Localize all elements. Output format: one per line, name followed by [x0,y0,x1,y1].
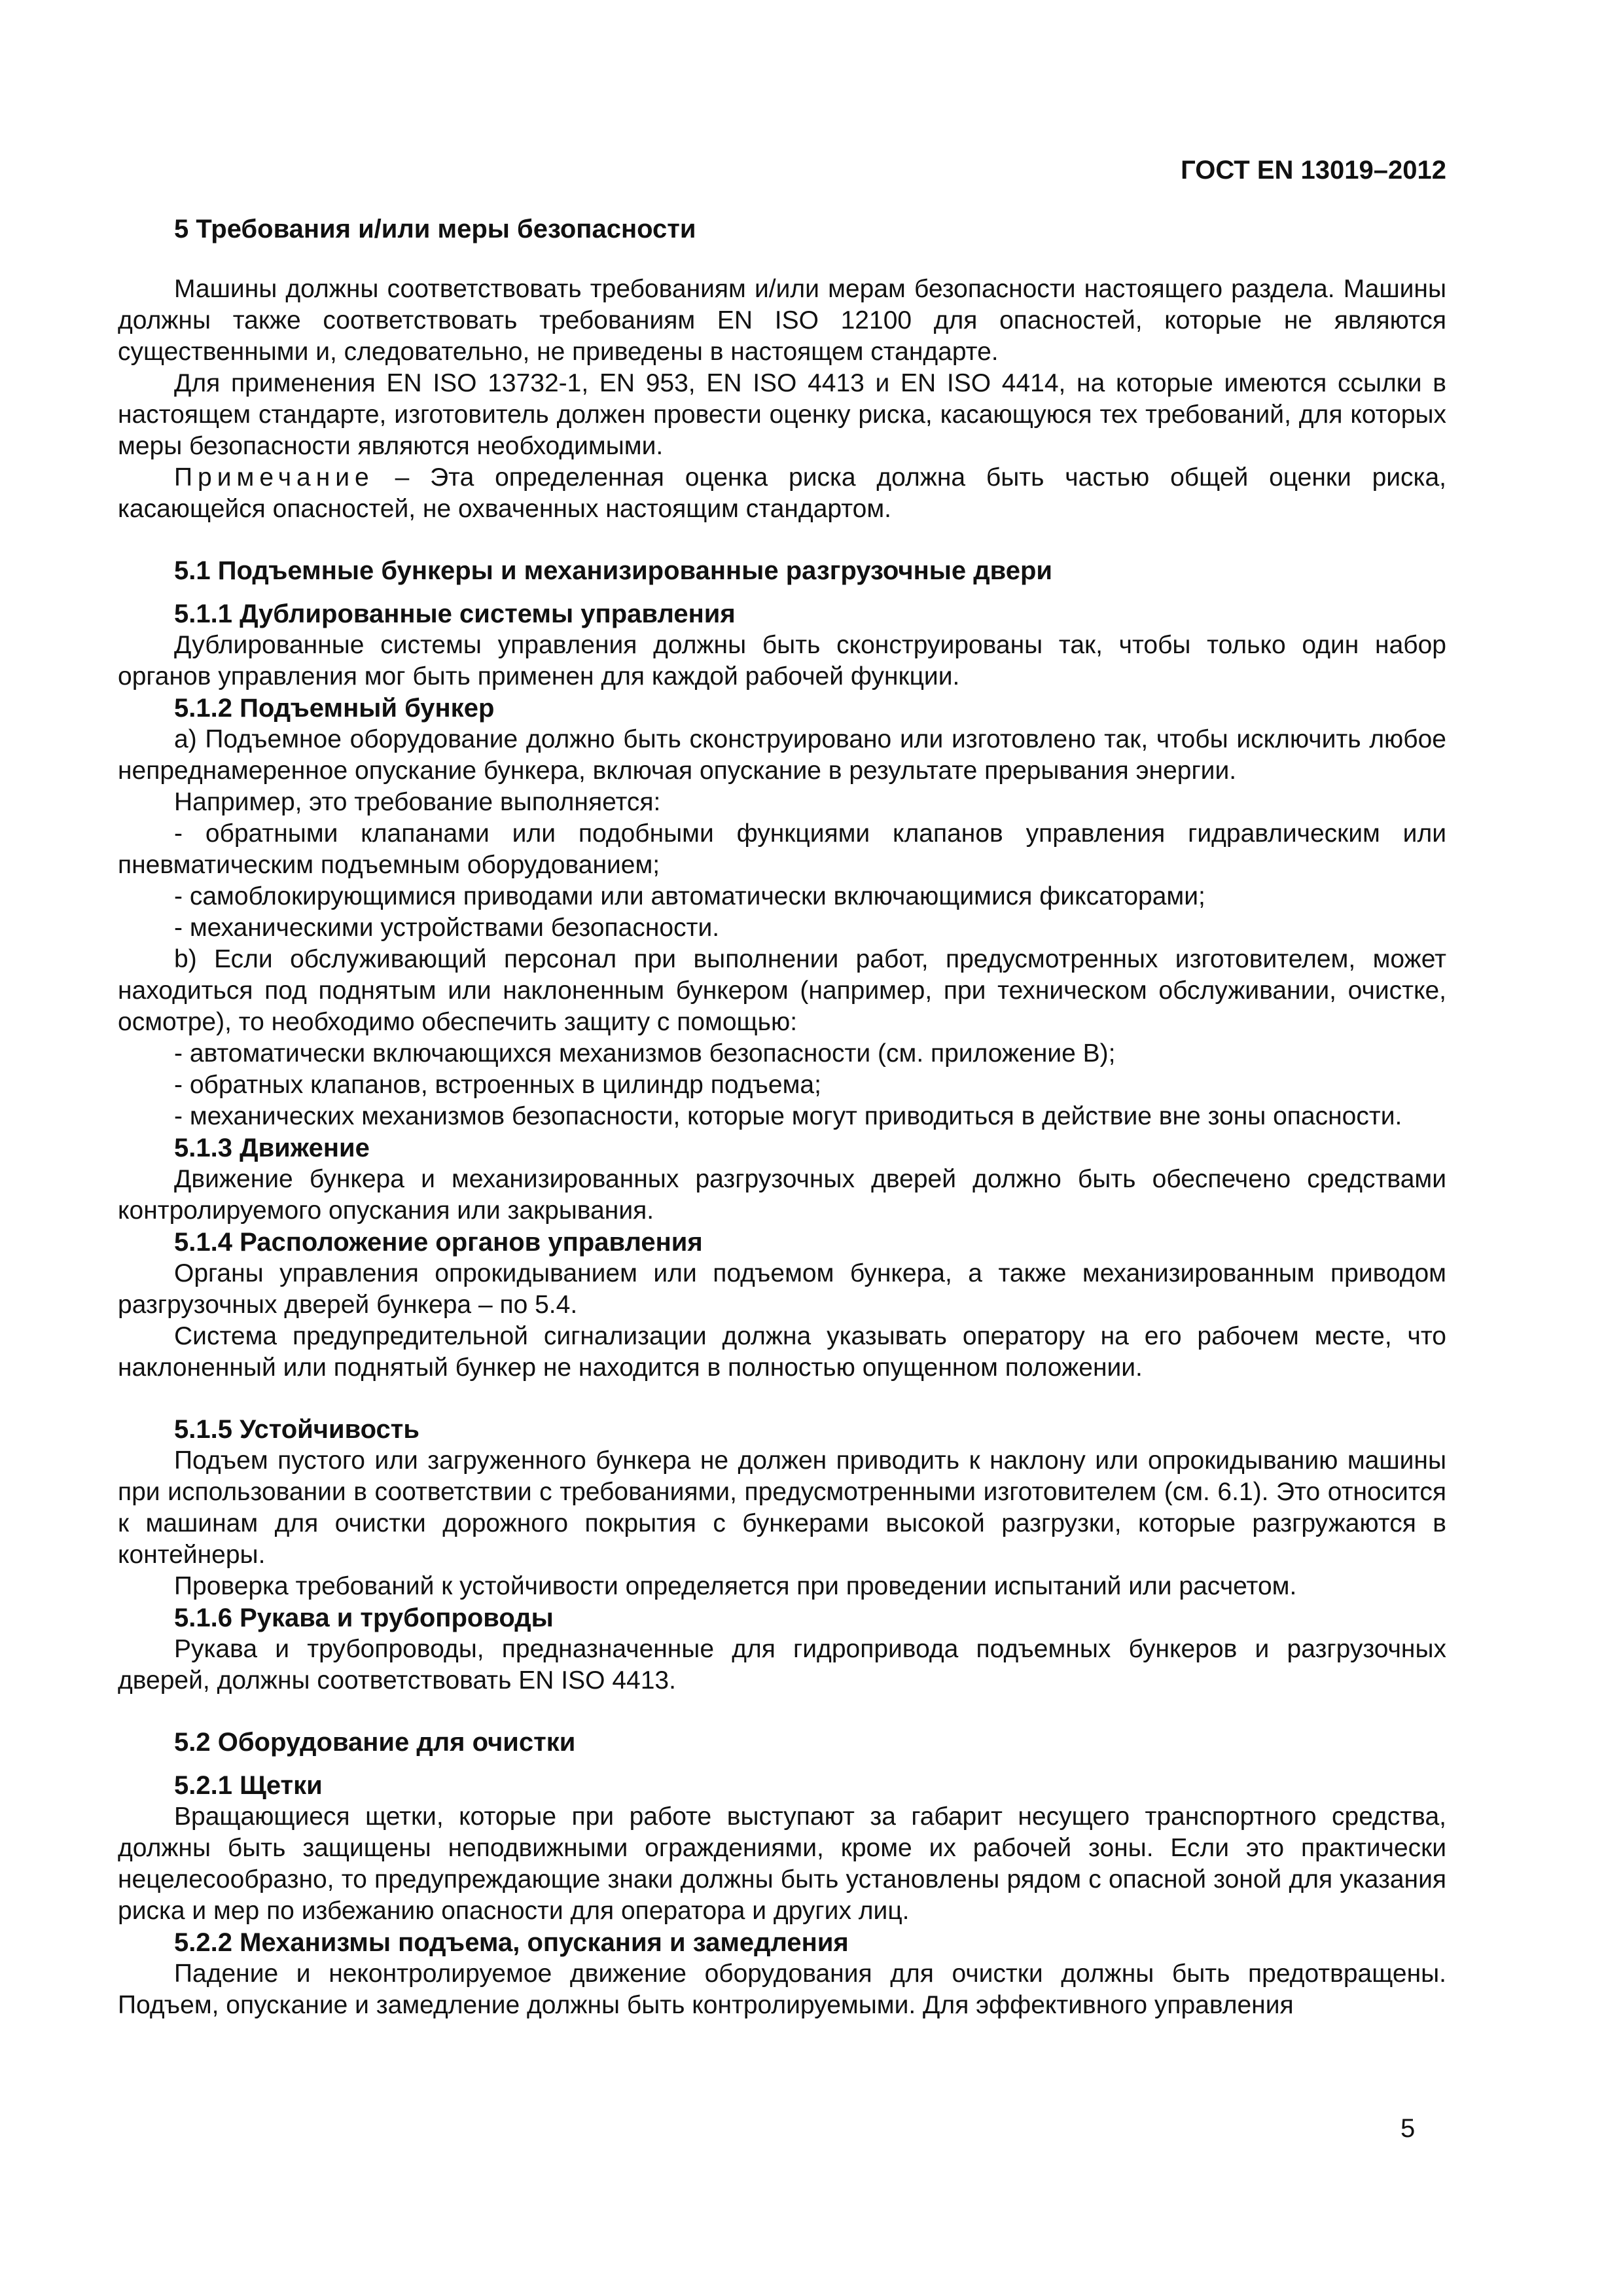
note [118,462,1446,525]
list-item: - обратными клапанами или подобными функциями клапанов управления гидравлическим или пневматическим подъемным оборудованием; [118,819,1446,879]
note-text: – Эта определенная оценка риска должна быть частью общей оценки риска, касающейся опасностей, не охваченных настоящим стандартом. [118,463,1446,523]
paragraph: Органы управления опрокидыванием или подъемом бункера, а также механизированным приводом разгрузочных дверей бункера – по 5.4. [118,1259,1446,1319]
section-5-1-5-heading: 5.1.5 Устойчивость [174,1415,419,1444]
list-item: - механических механизмов безопасности, которые могут приводиться в действие вне зоны опасности. [174,1102,1402,1130]
section-5-2-1-heading: 5.2.1 Щетки [174,1771,323,1800]
page-number: 5 [1400,2114,1416,2143]
section-5-1-3-heading: 5.1.3 Движение [174,1134,370,1162]
note-label: Примечание [174,463,374,492]
list-item: - автоматически включающихся механизмов безопасности (см. приложение В); [174,1039,1116,1067]
paragraph: Дублированные системы управления должны быть сконструированы так, чтобы только один набор органов управления мог быть применен для каждой рабочей функции. [118,631,1446,691]
paragraph: Система предупредительной сигнализации должна указывать оператору на его рабочем месте, что наклоненный или поднятый бункер не находится в полностью опущенном положении. [118,1322,1446,1382]
paragraph: Машины должны соответствовать требованиям и/или мерам безопасности настоящего раздела. Машины должны также соответствовать требованиям EN ISO 12100 для опасностей, которые не являются существенными и, следовательно, не приведены в настоящем стандарте. [118,275,1446,366]
page-body [118,151,1446,2021]
list-item: - механическими устройствами безопасности. [174,914,720,942]
section-5-2-heading: 5.2 Оборудование для очистки [174,1728,576,1757]
paragraph: Вращающиеся щетки, которые при работе выступают за габарит несущего транспортного средства, должны быть защищены неподвижными ограждениями, кроме их рабочей зоны. Если это практически нецелесообразно, то предупреждающие знаки должны быть установлены рядом с опасной зоной для указания риска и мер по избежанию опасности для оператора и других лиц. [118,1803,1446,1925]
list-item: - самоблокирующимися приводами или автоматически включающимися фиксаторами; [174,882,1205,910]
paragraph: Проверка требований к устойчивости определяется при проведении испытаний или расчетом. [174,1572,1297,1600]
paragraph: Для применения EN ISO 13732-1, EN 953, EN ISO 4413 и EN ISO 4414, на которые имеются ссылки в настоящем стандарте, изготовитель должен провести оценку риска, касающуюся тех требований, для которых меры безопасности являются необходимыми. [118,369,1446,460]
section-5-heading: 5 Требования и/или меры безопасности [174,215,696,243]
document-code: ГОСТ EN 13019–2012 [1181,156,1446,185]
section-5-1-4-heading: 5.1.4 Расположение органов управления [174,1228,703,1257]
section-5-1-6-heading: 5.1.6 Рукава и трубопроводы [174,1604,554,1632]
section-5-1-heading: 5.1 Подъемные бункеры и механизированные разгрузочные двери [174,556,1052,585]
paragraph: a) Подъемное оборудование должно быть сконструировано или изготовлено так, чтобы исключить любое непреднамеренное опускание бункера, включая опускание в результате прерывания энергии. [118,725,1446,785]
paragraph: Например, это требование выполняется: [174,788,661,816]
paragraph: Подъем пустого или загруженного бункера не должен приводить к наклону или опрокидыванию машины при использовании в соответствии с требованиями, предусмотренными изготовителем (см. 6.1). Это относится к машинам для очистки дорожного покрытия с бункерами высокой разгрузки, которые разгружаются в контейнеры. [118,1446,1446,1569]
section-5-2-2-heading: 5.2.2 Механизмы подъема, опускания и замедления [174,1928,849,1957]
paragraph: Рукава и трубопроводы, предназначенные для гидропривода подъемных бункеров и разгрузочных дверей, должны соответствовать EN ISO 4413. [118,1635,1446,1695]
list-item: - обратных клапанов, встроенных в цилиндр подъема; [174,1071,821,1099]
section-5-1-2-heading: 5.1.2 Подъемный бункер [174,694,495,723]
section-5-1-1-heading: 5.1.1 Дублированные системы управления [174,600,736,628]
paragraph: Падение и неконтролируемое движение оборудования для очистки должны быть предотвращены. Подъем, опускание и замедление должны быть контролируемыми. Для эффективного управления [118,1960,1446,2019]
paragraph: b) Если обслуживающий персонал при выполнении работ, предусмотренных изготовителем, может находиться под поднятым или наклоненным бункером (например, при техническом обслуживании, очистке, осмотре), то необходимо обеспечить защиту с помощью: [118,945,1446,1036]
paragraph: Движение бункера и механизированных разгрузочных дверей должно быть обеспечено средствами контролируемого опускания или закрывания. [118,1165,1446,1225]
